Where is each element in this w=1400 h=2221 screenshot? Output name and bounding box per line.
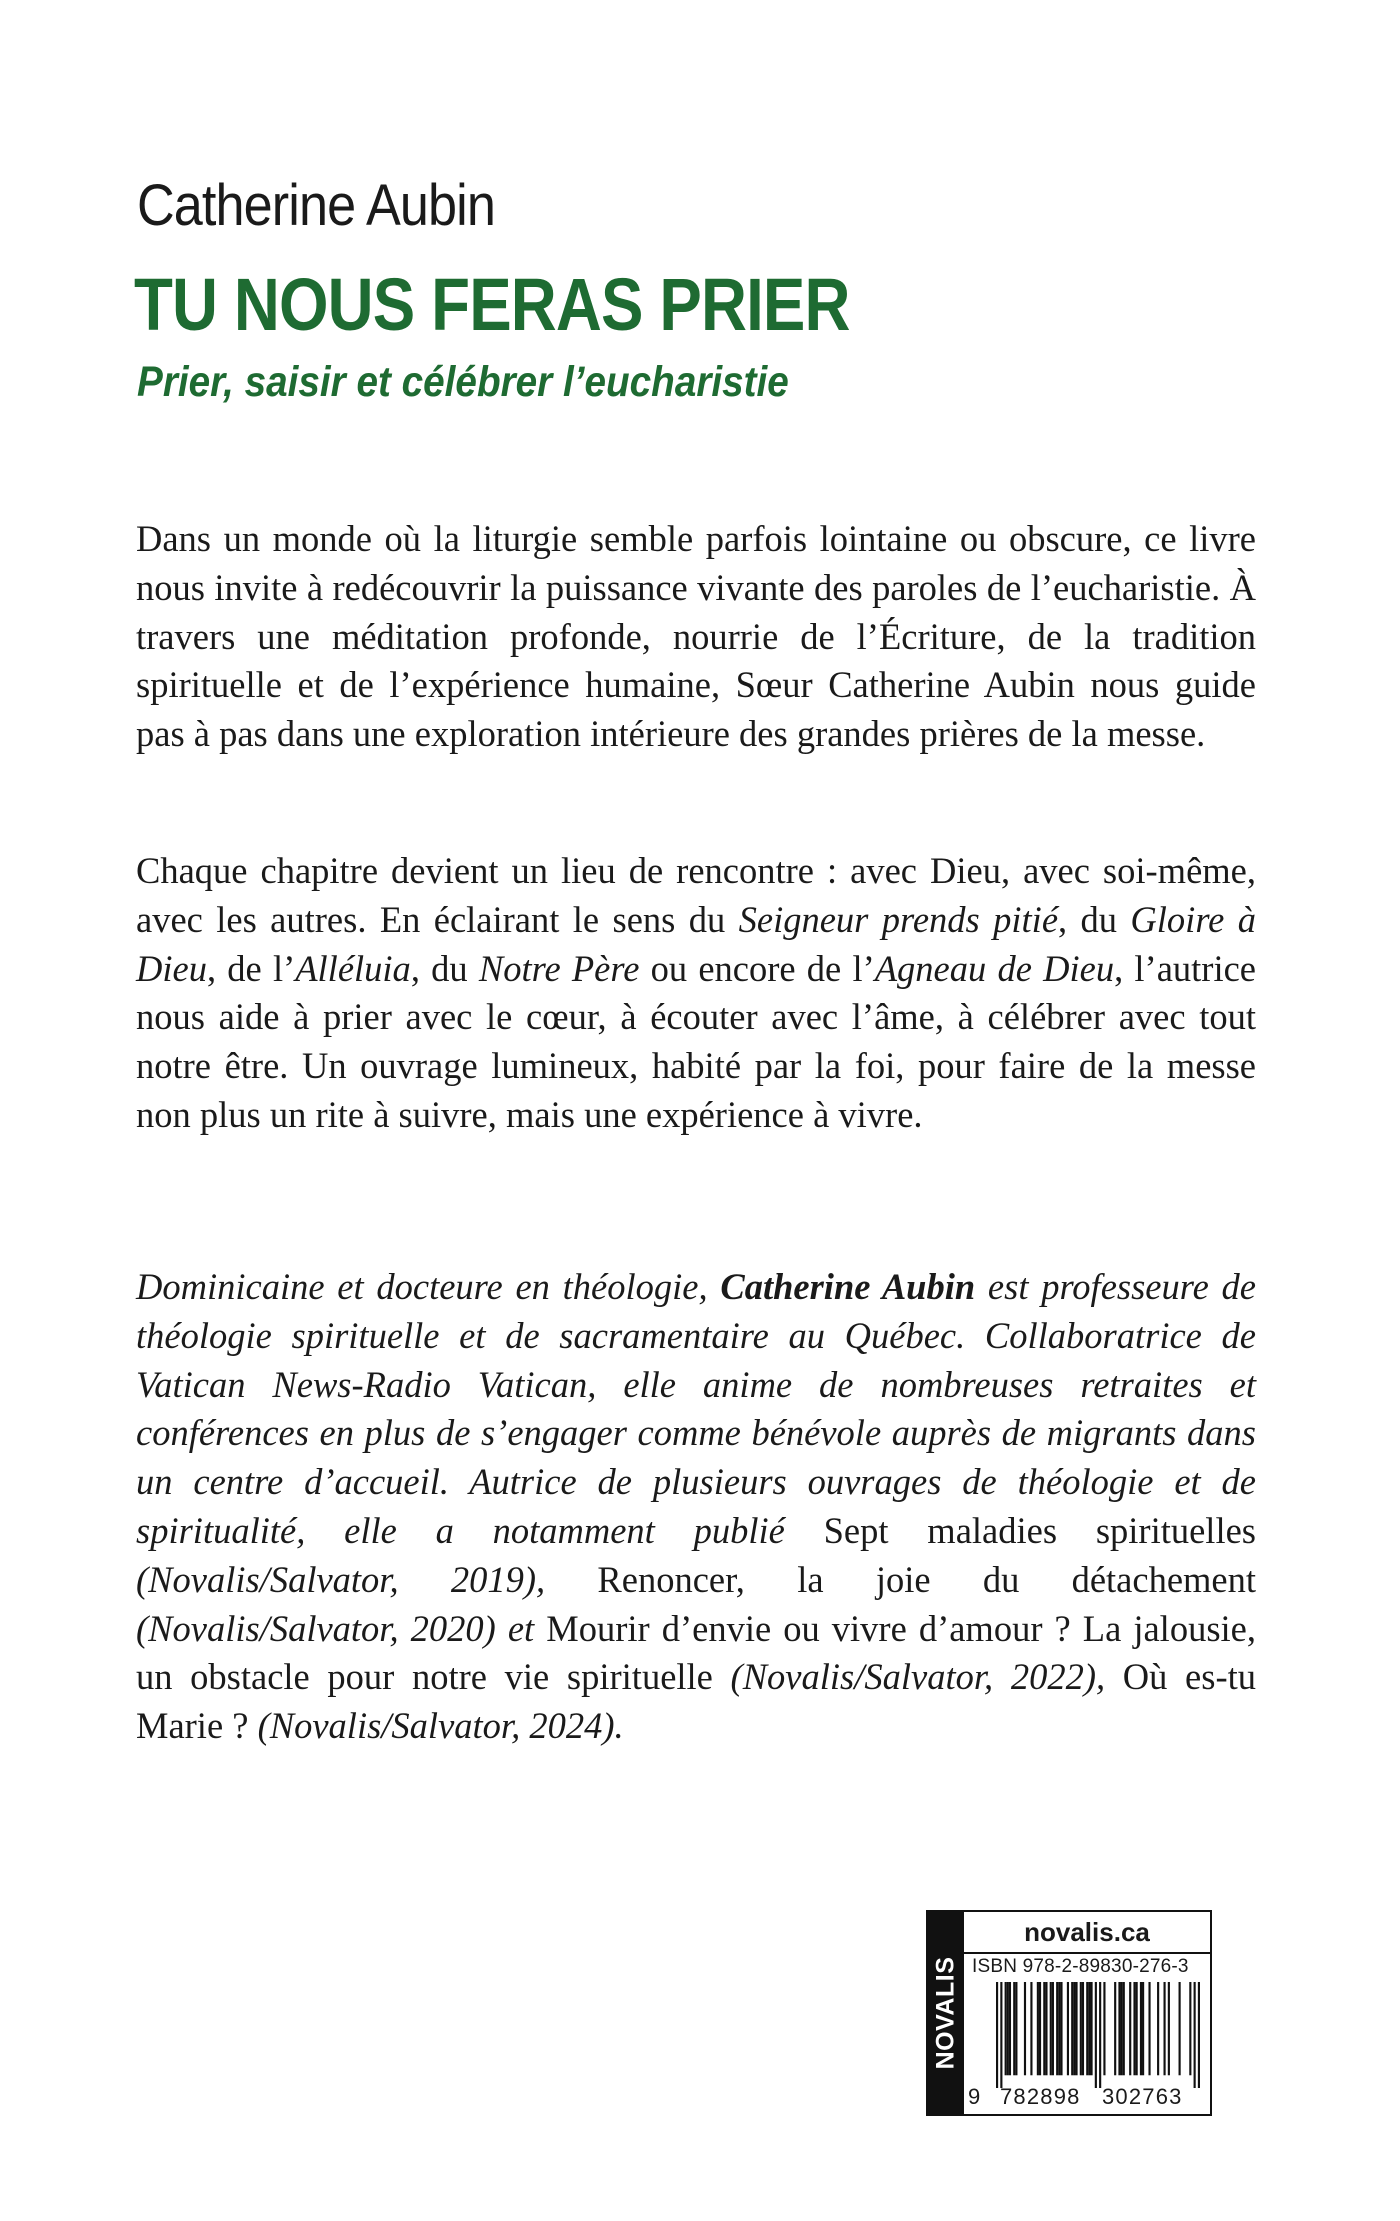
barcode-bar bbox=[1114, 1982, 1116, 2075]
barcode-bar bbox=[1050, 1982, 1052, 2075]
barcode-bar bbox=[1013, 1982, 1015, 2075]
barcode-bar bbox=[1090, 1982, 1092, 2075]
publisher-name: NOVALIS bbox=[931, 1956, 960, 2070]
publisher-logo bbox=[928, 1912, 964, 2114]
barcode-bar bbox=[1009, 1982, 1011, 2075]
prayer-title: Notre Père bbox=[478, 947, 640, 989]
barcode-bar bbox=[1030, 1982, 1032, 2075]
barcode-bar bbox=[1123, 1982, 1125, 2075]
barcode-bar bbox=[1163, 1982, 1165, 2075]
barcode-bar bbox=[1005, 1982, 1007, 2075]
prayer-title: Alléluia bbox=[295, 947, 411, 989]
barcode-bar bbox=[1189, 1982, 1191, 2075]
barcode-bar bbox=[1088, 1982, 1090, 2075]
barcode-bar bbox=[1058, 1982, 1060, 2075]
barcode-bar bbox=[1067, 1982, 1069, 2075]
barcode-bar bbox=[1086, 1982, 1088, 2075]
book-ref: Où es-tu Marie ? bbox=[136, 1656, 1257, 1747]
digit-first: 9 bbox=[968, 2084, 981, 2109]
book-ref: Sept maladies spirituelles bbox=[823, 1509, 1256, 1551]
text: (Novalis/Salvator, 2019), bbox=[136, 1558, 598, 1600]
description-paragraph-1: Dans un monde où la liturgie semble parfois lointaine ou obscure, ce livre nous invite à redécouvrir la puissance vivante des paroles de l’eucharistie. À travers une méditation profonde, nourrie de l’Écriture, de la tradition spirituelle et de l’expérience humaine, Sœur Catherine Aubin nous guide pas à pas dans une exploration intérieure des grandes prières de la messe. bbox=[136, 518, 1256, 755]
barcode-box bbox=[926, 1910, 1212, 2116]
barcode-bar bbox=[1052, 1982, 1054, 2075]
barcode-bar bbox=[1142, 1982, 1144, 2075]
barcode-bar bbox=[1129, 1982, 1131, 2075]
barcode-bar bbox=[1103, 1982, 1105, 2075]
digits-right: 302763 bbox=[1102, 2084, 1183, 2109]
barcode-bars bbox=[996, 1982, 1200, 2088]
barcode-bar bbox=[1136, 1982, 1138, 2075]
book-ref: Renoncer, la joie du détachement bbox=[597, 1558, 1257, 1600]
barcode-bar bbox=[1037, 1982, 1039, 2075]
barcode-bar bbox=[1198, 1982, 1200, 2088]
description-paragraph-2 bbox=[136, 847, 1256, 1140]
text: (Novalis/Salvator, 2022), bbox=[712, 1656, 1123, 1698]
barcode-bar bbox=[1060, 1982, 1062, 2075]
book-ref: Mourir d’envie ou vivre d’amour ? La jalousie, un obstacle pour notre vie spirituelle bbox=[136, 1607, 1256, 1698]
barcode-bar bbox=[1015, 1982, 1017, 2075]
author-bio bbox=[136, 1263, 1256, 1751]
text: (Novalis/Salvator, 2024). bbox=[248, 1705, 624, 1747]
barcode-bar bbox=[1118, 1982, 1120, 2075]
isbn-label: ISBN 978-2-89830-276-3 bbox=[972, 1956, 1189, 1977]
barcode-bar bbox=[1080, 1982, 1082, 2075]
text: , de l’ bbox=[206, 947, 296, 989]
barcode-bar bbox=[1179, 1982, 1181, 2075]
barcode-bar bbox=[1056, 1982, 1058, 2075]
barcode-bar bbox=[1095, 1982, 1097, 2088]
author-name: Catherine Aubin bbox=[137, 173, 495, 238]
barcode-bar bbox=[1007, 1982, 1009, 2075]
barcode-bar bbox=[1121, 1982, 1123, 2075]
barcode-bar bbox=[1133, 1982, 1135, 2075]
prayer-title: Seigneur prends pitié bbox=[738, 898, 1059, 940]
prayer-title: Gloire à Dieu bbox=[136, 898, 1256, 989]
bio-author-name: Catherine Aubin bbox=[720, 1266, 976, 1307]
prayer-title: Agneau de Dieu bbox=[874, 947, 1115, 989]
barcode-bar bbox=[1000, 1982, 1002, 2088]
text: , du bbox=[410, 947, 479, 989]
text: Dominicaine et docteure en théologie, bbox=[136, 1266, 721, 1307]
text: (Novalis/Salvator, 2020) et bbox=[136, 1607, 547, 1649]
barcode-bar bbox=[1099, 1982, 1101, 2088]
barcode-bar bbox=[1194, 1982, 1196, 2088]
text: Chaque chapitre devient un lieu de rencontre : avec Dieu, avec soi-même, avec les autres. En éclairant le sens du bbox=[136, 850, 1256, 940]
barcode-bar bbox=[1148, 1982, 1150, 2075]
digits-left: 782898 bbox=[1000, 2084, 1081, 2109]
barcode-bar bbox=[1043, 1982, 1045, 2075]
text: , du bbox=[1058, 898, 1131, 940]
text: est professeure de théologie spirituelle et de sacramentaire au Québec. Collaboratrice de Vatican News-Radio Vatican, elle anime de nombreuses retraites et conférences en plus de s’engager comme bénévole auprès de migrants dans un centre d’accueil. Autrice de plusieurs ouvrages de théologie et de spiritualité, elle a notamment publié bbox=[136, 1266, 1257, 1551]
barcode-bar bbox=[1075, 1982, 1077, 2075]
barcode-bar bbox=[1140, 1982, 1142, 2075]
barcode-bar bbox=[1168, 1982, 1170, 2075]
barcode-bar bbox=[1157, 1982, 1159, 2075]
barcode-bar bbox=[1082, 1982, 1084, 2075]
publisher-website: novalis.ca bbox=[964, 1912, 1210, 1954]
barcode-bar bbox=[1045, 1982, 1047, 2075]
barcode-bar bbox=[1073, 1982, 1075, 2075]
text: ou encore de l’ bbox=[639, 947, 875, 989]
barcode-bar bbox=[1024, 1982, 1026, 2075]
book-subtitle: Prier, saisir et célébrer l’eucharistie bbox=[137, 358, 789, 406]
book-title: TU NOUS FERAS PRIER bbox=[134, 263, 850, 346]
barcode-bar bbox=[1039, 1982, 1041, 2075]
text: , l’autrice nous aide à prier avec le cœur, à écouter avec l’âme, à célébrer avec tout notre être. Un ouvrage lumineux, habité par la foi, pour faire de la messe non plus un rite à suivre, mais une expérience à vivre. bbox=[136, 947, 1256, 1135]
barcode-bar bbox=[1071, 1982, 1073, 2075]
barcode-bar bbox=[996, 1982, 998, 2088]
